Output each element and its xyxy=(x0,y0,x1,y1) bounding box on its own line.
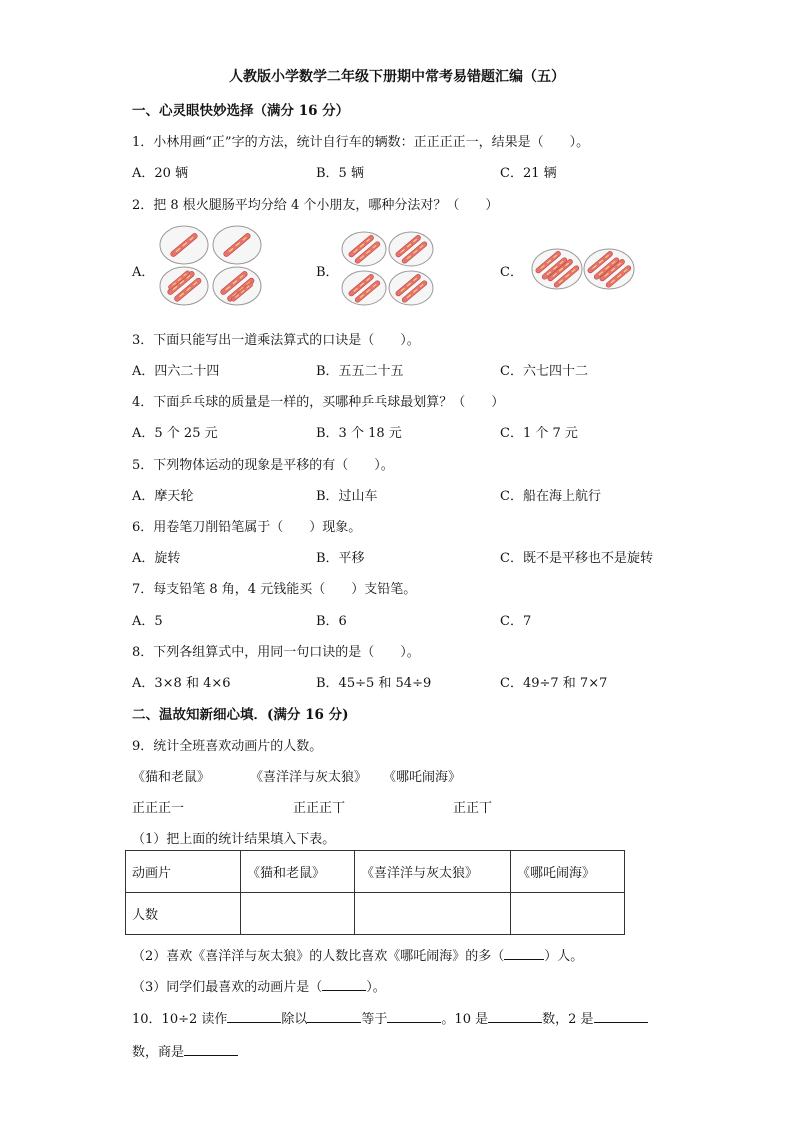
table-count-cell-2[interactable] xyxy=(355,893,511,935)
question-3-option-a: A．四六二十四 xyxy=(132,364,220,379)
section-1-heading: 一、心灵眼快妙选择（满分 16 分） xyxy=(132,103,350,119)
question-1-option-a: A．20 辆 xyxy=(132,166,189,181)
question-2-option-c: C． xyxy=(500,265,523,280)
question-6-option-c: C．既不是平移也不是旋转 xyxy=(500,551,653,566)
question-9-sub-2 xyxy=(132,945,583,964)
question-4-option-c: C．1 个 7 元 xyxy=(500,426,578,441)
question-2-option-b: B． xyxy=(316,265,339,280)
document-title: 人教版小学数学二年级下册期中常考易错题汇编（五） xyxy=(229,69,565,85)
table-count-label: 人数 xyxy=(126,893,241,935)
question-5-stem: 5．下列物体运动的现象是平移的有（ ）。 xyxy=(132,458,394,473)
question-1-option-b: B．5 辆 xyxy=(316,166,364,181)
question-7-option-b: B．6 xyxy=(316,614,347,629)
sausage-group-a-image xyxy=(157,224,265,308)
tally-2: 正正正丅 xyxy=(293,801,346,816)
question-9-sub-1: （1）把上面的统计结果填入下表。 xyxy=(132,832,336,847)
q10-blank-4[interactable] xyxy=(488,1009,542,1023)
q10-blank-5[interactable] xyxy=(594,1009,648,1023)
q10-text-6: 数，商是 xyxy=(132,1045,185,1060)
question-8-option-c: C．49÷7 和 7×7 xyxy=(500,676,608,691)
question-8-option-a: A．3×8 和 4×6 xyxy=(132,676,231,691)
question-6-option-a: A．旋转 xyxy=(132,551,181,566)
table-header-label: 动画片 xyxy=(126,851,241,893)
table-count-cell-1[interactable] xyxy=(241,893,355,935)
q10-text-3: 等于 xyxy=(361,1012,388,1027)
table-row xyxy=(126,893,625,935)
sub-3-text-b: ）。 xyxy=(366,980,386,995)
question-4-stem: 4．下面乒乓球的质量是一样的，买哪种乒乓球最划算？（ ） xyxy=(132,395,505,410)
question-2-stem: 2．把 8 根火腿肠平均分给 4 个小朋友，哪种分法对？（ ） xyxy=(132,198,499,213)
question-6-stem: 6．用卷笔刀削铅笔属于（ ）现象。 xyxy=(132,520,362,535)
q10-text-4: 。10 是 xyxy=(441,1012,489,1027)
sub-3-text-a: （3）同学们最喜欢的动画片是（ xyxy=(132,980,323,995)
film-title-1: 《猫和老鼠》 xyxy=(132,770,211,785)
sub-3-answer-blank[interactable] xyxy=(322,977,366,991)
question-2-option-a: A． xyxy=(132,265,155,280)
question-10-line-1 xyxy=(132,1008,648,1027)
question-8-stem: 8．下列各组算式中，用同一句口诀的是（ ）。 xyxy=(132,645,420,660)
question-4-option-b: B．3 个 18 元 xyxy=(316,426,402,441)
table-count-cell-3[interactable] xyxy=(511,893,625,935)
q10-text-2: 除以 xyxy=(281,1012,308,1027)
question-1-stem: 1．小林用画“正”字的方法，统计自行车的辆数：正正正正一，结果是（ ）。 xyxy=(132,135,590,150)
q10-blank-1[interactable] xyxy=(227,1009,281,1023)
question-5-option-a: A．摩天轮 xyxy=(132,489,194,504)
question-9-stem: 9．统计全班喜欢动画片的人数。 xyxy=(132,739,323,754)
sub-2-answer-blank[interactable] xyxy=(504,946,544,960)
question-6-option-b: B．平移 xyxy=(316,551,365,566)
question-3-stem: 3．下面只能写出一道乘法算式的口诀是（ ）。 xyxy=(132,333,420,348)
tally-1: 正正正一 xyxy=(132,801,185,816)
q10-text-1: 10．10÷2 读作 xyxy=(132,1012,228,1027)
q10-blank-6[interactable] xyxy=(184,1042,238,1056)
sausage-group-b-image xyxy=(340,230,436,308)
question-7-stem: 7．每支铅笔 8 角，4 元钱能买（ ）支铅笔。 xyxy=(132,582,417,597)
tally-3: 正正丅 xyxy=(453,801,493,816)
q10-text-5: 数，2 是 xyxy=(542,1012,594,1027)
question-7-option-a: A．5 xyxy=(132,614,163,629)
section-2-heading: 二、温故知新细心填．(满分 16 分) xyxy=(132,707,349,723)
sub-2-text-a: （2）喜欢《喜洋洋与灰太狼》的人数比喜欢《哪吒闹海》的多（ xyxy=(132,949,505,964)
question-7-option-c: C．7 xyxy=(500,614,532,629)
tally-table xyxy=(125,850,625,935)
film-title-3: 《哪吒闹海》 xyxy=(383,770,462,785)
question-5-option-b: B．过山车 xyxy=(316,489,378,504)
q10-blank-2[interactable] xyxy=(307,1009,361,1023)
question-4-option-a: A．5 个 25 元 xyxy=(132,426,218,441)
sub-2-text-b: ）人。 xyxy=(544,949,584,964)
question-10-line-2 xyxy=(132,1041,238,1060)
question-5-option-c: C．船在海上航行 xyxy=(500,489,601,504)
sausage-group-c-image xyxy=(530,246,636,292)
table-header-film-3: 《哪吒闹海》 xyxy=(511,851,625,893)
film-title-2: 《喜洋洋与灰太狼》 xyxy=(250,770,368,785)
question-8-option-b: B．45÷5 和 54÷9 xyxy=(316,676,432,691)
table-header-film-1: 《猫和老鼠》 xyxy=(241,851,355,893)
question-9-sub-3 xyxy=(132,976,386,995)
question-3-option-c: C．六七四十二 xyxy=(500,364,588,379)
question-3-option-b: B．五五二十五 xyxy=(316,364,404,379)
q10-blank-3[interactable] xyxy=(387,1009,441,1023)
question-1-option-c: C．21 辆 xyxy=(500,166,557,181)
table-row xyxy=(126,851,625,893)
table-header-film-2: 《喜洋洋与灰太狼》 xyxy=(355,851,511,893)
